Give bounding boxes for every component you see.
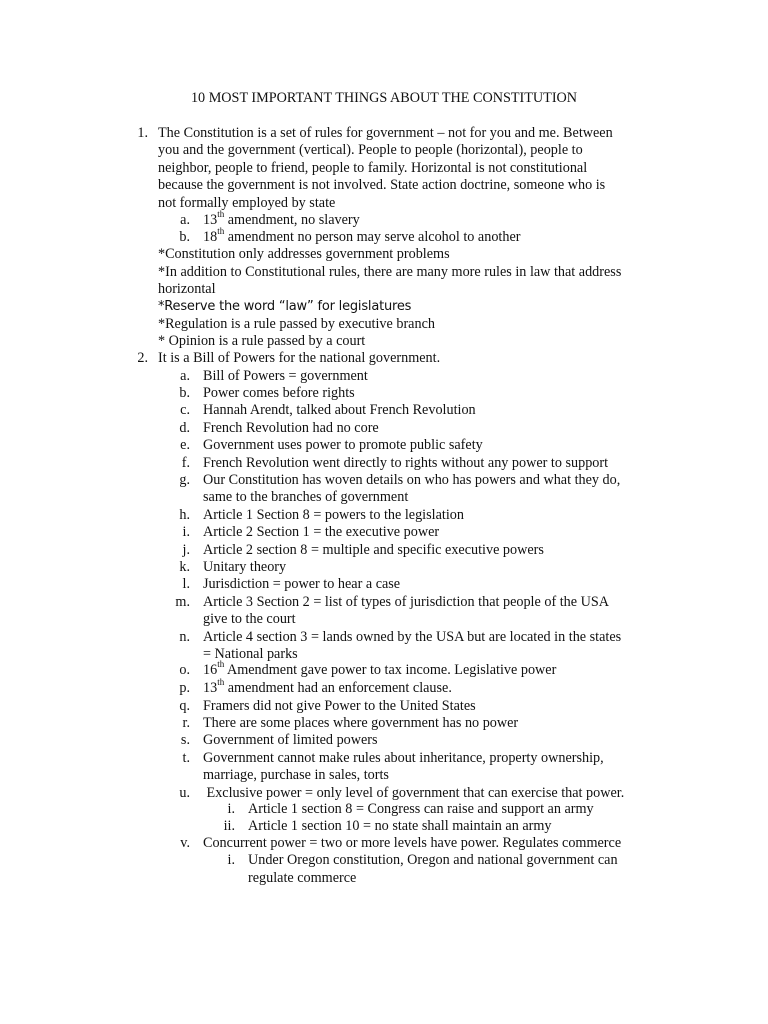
- sub-item-text: Jurisdiction = power to hear a case: [203, 576, 401, 593]
- sub-item-text: Article 3 Section 2 = list of types of jurisdiction that people of the USA: [203, 593, 609, 610]
- item-2v-i-text-line1: Under Oregon constitution, Oregon and national government can: [248, 852, 618, 868]
- sub-item-label: q.: [179, 697, 190, 714]
- item-2p-label: p.: [179, 680, 190, 696]
- item-2o-label: o.: [179, 662, 190, 678]
- item-1-line: neighbor, people to friend, people to family. Horizontal is not constitutional: [158, 159, 588, 176]
- item-2u-i-text: Article 1 section 8 = Congress can raise and support an army: [248, 801, 594, 817]
- sub-item-text: Government cannot make rules about inheritance, property ownership,: [203, 749, 604, 766]
- sub-item-label: l.: [182, 576, 190, 593]
- item-2u-ii-text: Article 1 section 10 = no state shall maintain an army: [248, 818, 552, 834]
- note-regulation: *Regulation is a rule passed by executive branch: [158, 316, 435, 332]
- item-1-number: 1.: [137, 125, 148, 141]
- sub-item-text: Power comes before rights: [203, 384, 355, 401]
- sub-item-label: e.: [180, 437, 190, 454]
- sub-item-text: Bill of Powers = government: [203, 367, 368, 384]
- sub-item-text: Exclusive power = only level of government that can exercise that power.: [203, 784, 625, 801]
- item-2u-i-label: i.: [227, 801, 235, 817]
- item-2v-i-label: i.: [227, 852, 235, 868]
- sub-item-label: f.: [181, 454, 190, 471]
- item-2v-i-text-line2: regulate commerce: [248, 870, 357, 886]
- sub-item-label: b.: [179, 384, 190, 401]
- sub-item-label: k.: [179, 558, 190, 575]
- note-constitution-only: *Constitution only addresses government problems: [158, 246, 450, 262]
- item-1-line: you and the government (vertical). People to people (horizontal), people to: [158, 142, 583, 159]
- sub-item-text: Government uses power to promote public safety: [203, 437, 483, 454]
- sub-item-text: give to the court: [203, 611, 296, 628]
- sub-item-label: d.: [179, 419, 190, 436]
- sub-item-text: marriage, purchase in sales, torts: [203, 767, 389, 784]
- sub-item-text: same to the branches of government: [203, 489, 409, 506]
- note-additional-rules-cont: horizontal: [158, 281, 216, 297]
- sub-item-text: Article 4 section 3 = lands owned by the USA but are located in the states: [203, 628, 622, 645]
- note-additional-rules: *In addition to Constitutional rules, there are many more rules in law that address: [158, 264, 622, 280]
- sub-item-text: Government of limited powers: [203, 732, 378, 749]
- item-1a-label: a.: [180, 212, 190, 228]
- sub-item-text: Article 2 section 8 = multiple and specific executive powers: [203, 541, 544, 558]
- item-2-text: It is a Bill of Powers for the national government.: [158, 350, 441, 366]
- item-2u-ii-label: ii.: [223, 818, 235, 834]
- item-2-number: 2.: [137, 350, 148, 366]
- sub-item-text: Framers did not give Power to the United States: [203, 697, 476, 714]
- sub-item-label: h.: [179, 506, 190, 523]
- sub-item-label: i.: [182, 524, 190, 541]
- item-1-line: The Constitution is a set of rules for government – not for you and me. Between: [158, 125, 613, 141]
- sub-item-text: Our Constitution has woven details on who has powers and what they do,: [203, 471, 621, 488]
- sub-item-text: Hannah Arendt, talked about French Revolution: [203, 402, 476, 419]
- sub-item-label: c.: [180, 402, 190, 419]
- sub-item-label: j.: [182, 541, 190, 558]
- sub-item-text: Article 2 Section 1 = the executive power: [203, 524, 440, 541]
- sub-item-text: Article 1 Section 8 = powers to the legislation: [203, 506, 464, 523]
- note-reserve-law: *Reserve the word “law” for legislatures: [158, 299, 412, 314]
- sub-item-text: = National parks: [203, 645, 298, 662]
- sub-item-text: French Revolution went directly to rights without any power to support: [203, 454, 609, 471]
- sub-item-label: n.: [179, 628, 190, 645]
- sub-item-text: French Revolution had no core: [203, 419, 379, 436]
- sub-item-label: a.: [180, 367, 190, 384]
- document-title: 10 MOST IMPORTANT THINGS ABOUT THE CONSTITUTION: [190, 90, 578, 106]
- sub-item-label: r.: [182, 714, 190, 731]
- item-2v-text: Concurrent power = two or more levels have power. Regulates commerce: [203, 835, 622, 851]
- item-2o-text: 16th Amendment gave power to tax income. Legislative power: [203, 659, 557, 678]
- item-1b-label: b.: [179, 229, 190, 245]
- sub-item-label: u.: [179, 784, 190, 801]
- sub-item-label: m.: [175, 593, 190, 610]
- sub-item-label: s.: [180, 732, 190, 749]
- item-1b-text: 18th amendment no person may serve alcohol to another: [203, 226, 521, 245]
- item-1-line: because the government is not involved. State action doctrine, someone who is: [158, 177, 606, 194]
- sub-item-text: Unitary theory: [203, 558, 287, 575]
- sub-item-label: t.: [182, 749, 190, 766]
- sub-item-label: g.: [179, 471, 190, 488]
- item-1a-text: 13th amendment, no slavery: [203, 209, 360, 228]
- sub-item-text: There are some places where government has no power: [203, 714, 519, 731]
- item-2p-text: 13th amendment had an enforcement clause.: [203, 677, 452, 696]
- item-1-line: not formally employed by state: [158, 194, 336, 211]
- item-2v-label: v.: [180, 835, 190, 851]
- note-opinion: * Opinion is a rule passed by a court: [158, 333, 366, 349]
